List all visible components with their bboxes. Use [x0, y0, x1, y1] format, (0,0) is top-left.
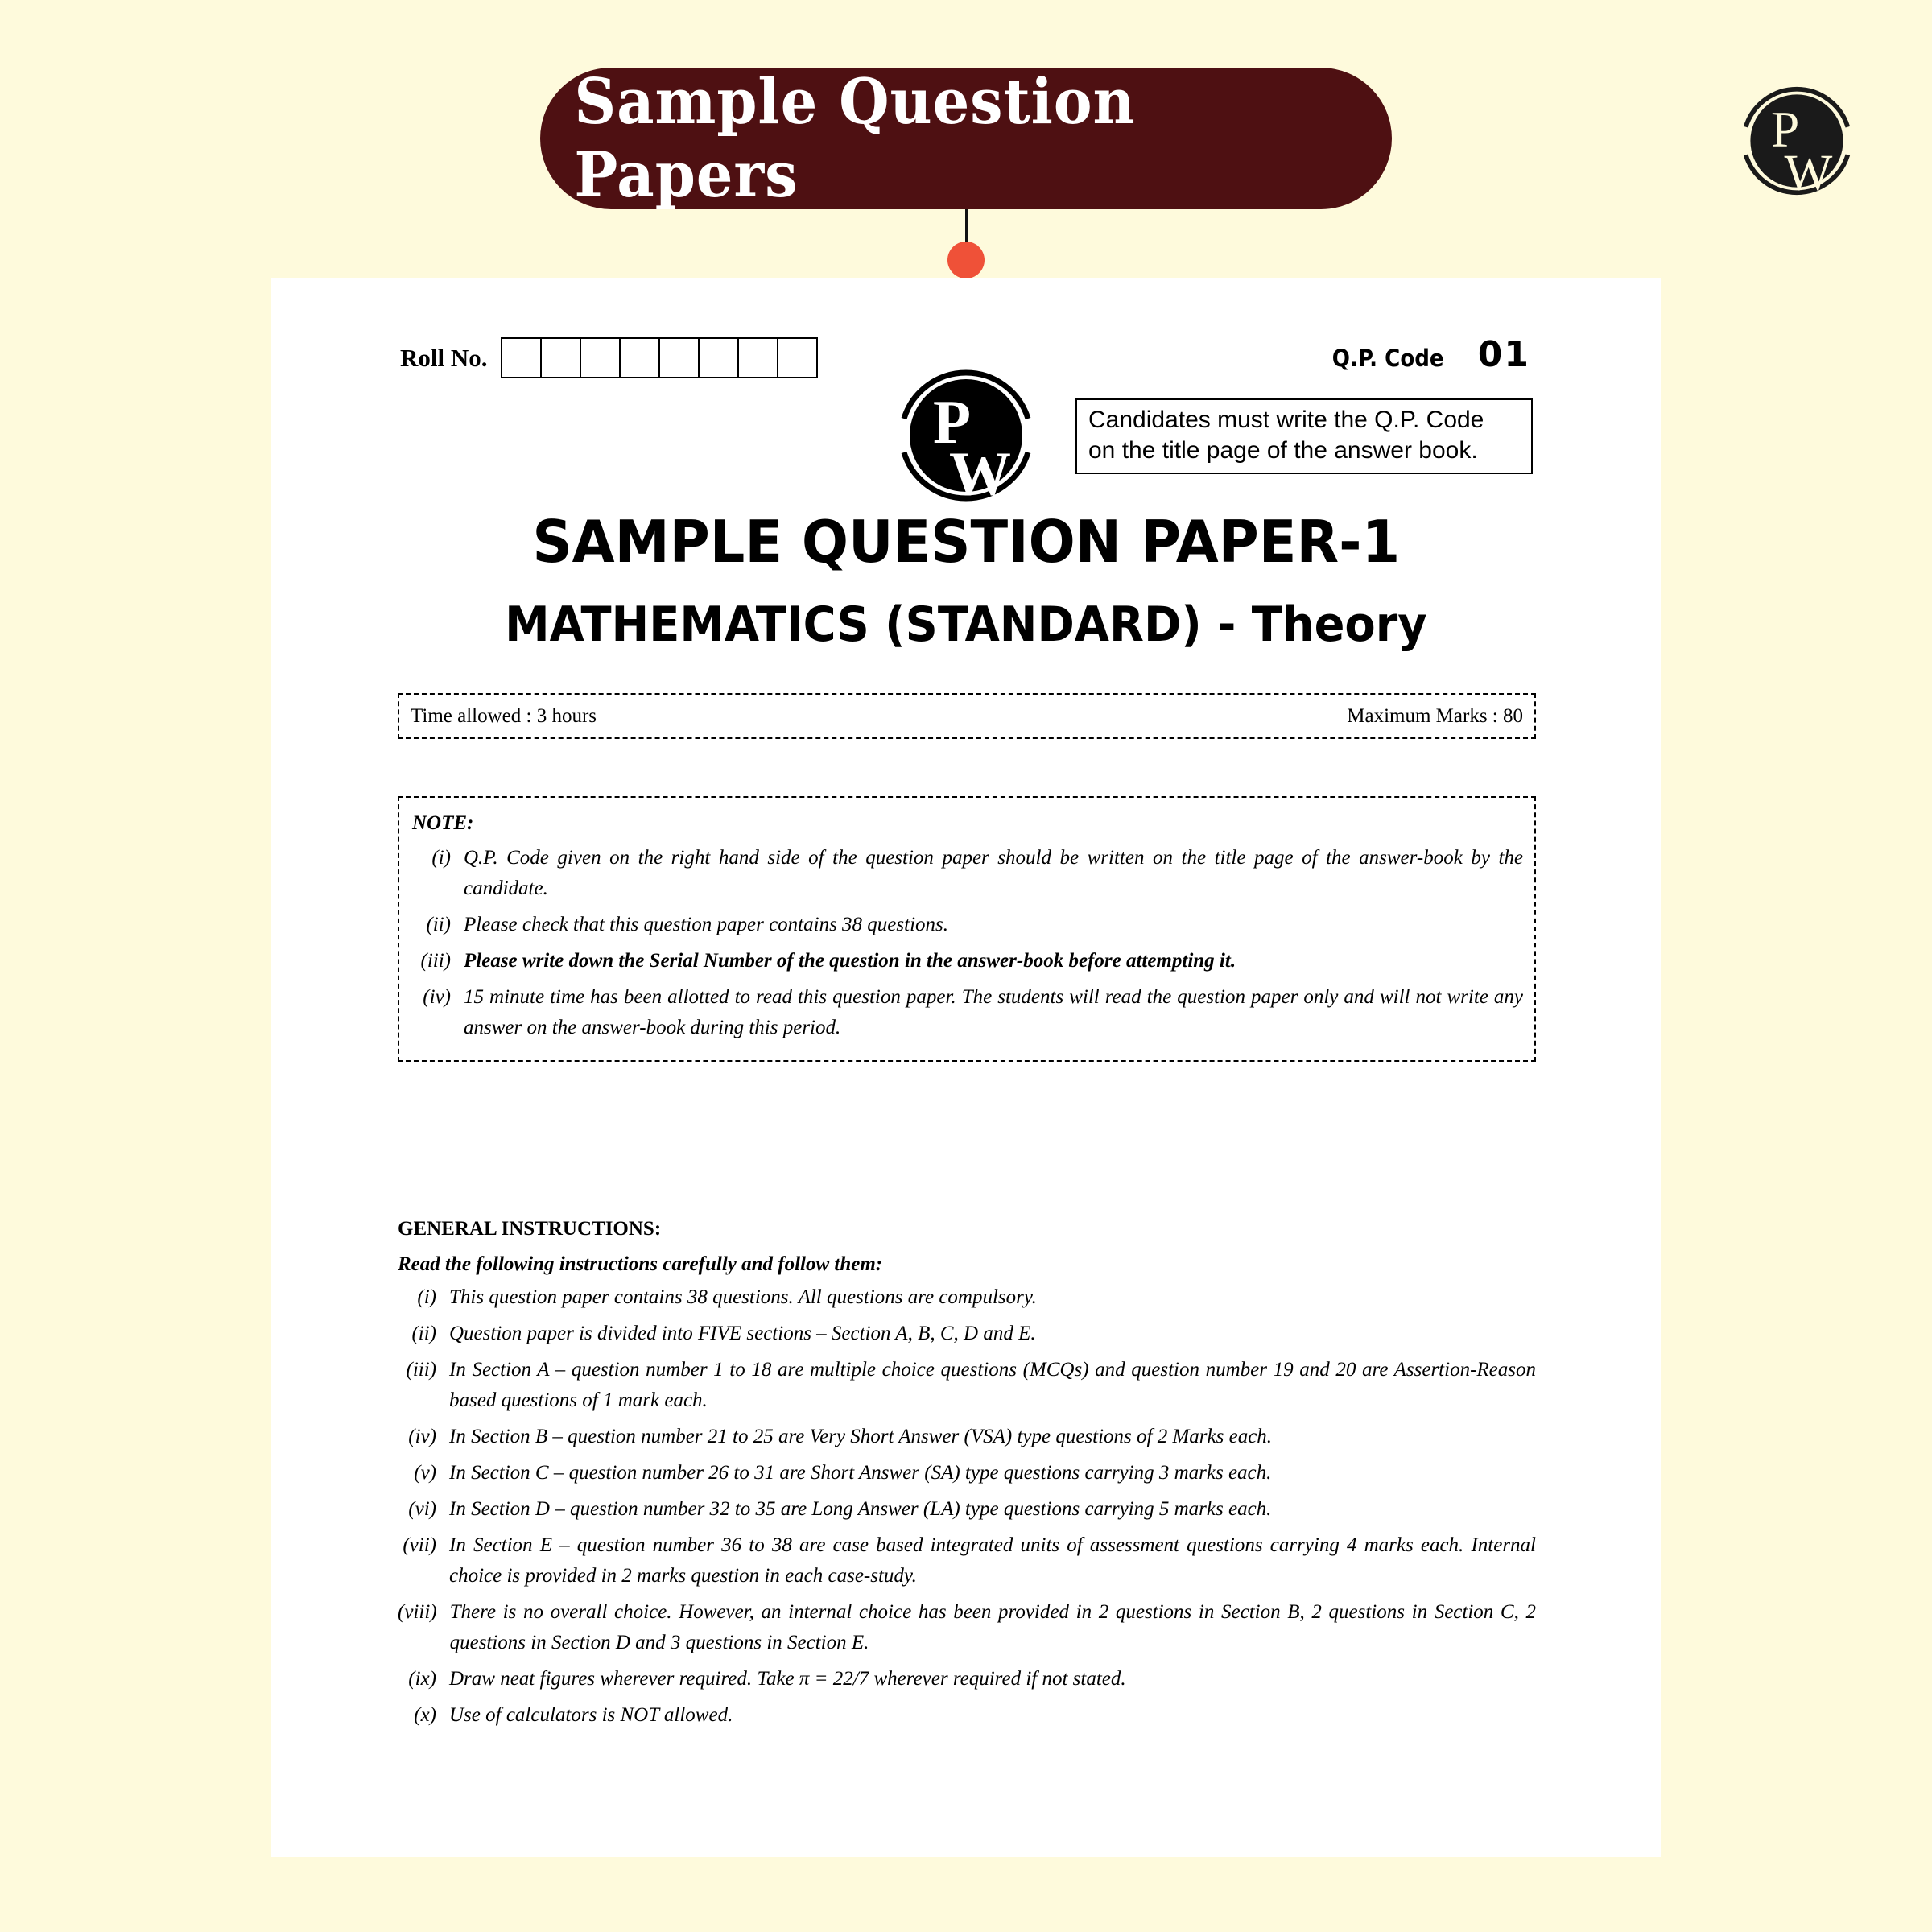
- instruction-item: (v) In Section C – question number 26 to 31 are Short Answer (SA) type questions carrying 3 marks each.: [414, 1462, 1272, 1484]
- roll-box: [660, 339, 700, 377]
- pin-line: [965, 209, 968, 243]
- instruction-item: (vi) In Section D – question number 32 to 35 are Long Answer (LA) type questions carrying 5 marks each.: [408, 1498, 1272, 1520]
- candidate-note-box: [1075, 398, 1533, 474]
- roll-box: [581, 339, 621, 377]
- svg-text:W: W: [1784, 144, 1833, 201]
- pw-logo-icon: [895, 362, 1037, 509]
- roll-box: [739, 339, 778, 377]
- candidate-note-line: on the title page of the answer book.: [1088, 437, 1478, 464]
- roll-box: [621, 339, 660, 377]
- roll-number-boxes: [501, 337, 818, 378]
- roll-box: [778, 339, 816, 377]
- instruction-item: (ix) Draw neat figures wherever required. Take π = 22/7 wherever required if not stated.: [408, 1668, 1126, 1690]
- roll-number: [400, 337, 818, 378]
- note-item: (ii) Please check that this question paper contains 38 questions.: [426, 914, 948, 935]
- instruction-item: (i) This question paper contains 38 questions. All questions are compulsory.: [417, 1286, 1037, 1308]
- instruction-item: (vii) In Section E – question number 36 to 38 are case based integrated units of assessment questions carrying 4 marks each. Internal choice is provided in 2 marks question in each case-study.: [402, 1534, 1536, 1587]
- svg-text:P: P: [1770, 101, 1800, 159]
- candidate-note-line: Candidates must write the Q.P. Code: [1088, 407, 1484, 433]
- paper-title: SAMPLE QUESTION PAPER-1: [532, 508, 1400, 576]
- svg-text:P: P: [932, 386, 972, 456]
- pw-logo-icon: [1739, 80, 1855, 201]
- instruction-item: (x) Use of calculators is NOT allowed.: [414, 1704, 733, 1726]
- qp-code: [1326, 334, 1530, 375]
- banner-title: Sample Question Papers: [574, 65, 1136, 212]
- svg-text:W: W: [949, 439, 1011, 509]
- header-banner: [540, 65, 1392, 212]
- note-item: (iii) Please write down the Serial Number of the question in the answer-book before attempting it.: [420, 950, 1236, 972]
- time-allowed: Time allowed : 3 hours: [411, 704, 597, 727]
- roll-box: [700, 339, 739, 377]
- general-instructions-subheading: Read the following instructions carefully and follow them:: [398, 1253, 883, 1275]
- instruction-item: (iv) In Section B – question number 21 to 25 are Very Short Answer (VSA) type questions of 2 Marks each.: [408, 1426, 1273, 1447]
- note-item: (iv) 15 minute time has been allotted to read this question paper. The students will read the question paper only and will not write any answer on the answer-book during this period.: [423, 986, 1523, 1038]
- roll-box: [502, 339, 542, 377]
- general-instructions: [398, 1212, 1536, 1736]
- maximum-marks: Maximum Marks : 80: [1347, 704, 1523, 727]
- question-paper-sheet: [271, 278, 1661, 1857]
- note-box: [398, 796, 1536, 1062]
- paper-subtitle: MATHEMATICS (STANDARD) - Theory: [505, 597, 1427, 653]
- qp-code-label: Q.P. Code: [1332, 345, 1445, 372]
- roll-label: Roll No.: [400, 343, 488, 372]
- time-marks-box: [398, 693, 1536, 739]
- instruction-item: (iii) In Section A – question number 1 to 18 are multiple choice questions (MCQs) and question number 19 and 20 are Assertion-Reason based questions of 1 mark each.: [406, 1359, 1536, 1411]
- instruction-item: (ii) Question paper is divided into FIVE sections – Section A, B, C, D and E.: [411, 1323, 1036, 1344]
- note-heading: NOTE:: [412, 812, 474, 834]
- note-item: (i) Q.P. Code given on the right hand side of the question paper should be written on the title page of the answer-book by the candidate.: [431, 847, 1523, 899]
- general-instructions-heading: GENERAL INSTRUCTIONS:: [398, 1218, 662, 1240]
- roll-box: [542, 339, 581, 377]
- qp-code-value: 01: [1477, 334, 1530, 375]
- instruction-item: (viii) There is no overall choice. However, an internal choice has been provided in 2 questions in Section B, 2 questions in Section C, 2 questions in Section D and 3 questions in Section E.: [398, 1601, 1536, 1653]
- pin-dot: [947, 242, 985, 279]
